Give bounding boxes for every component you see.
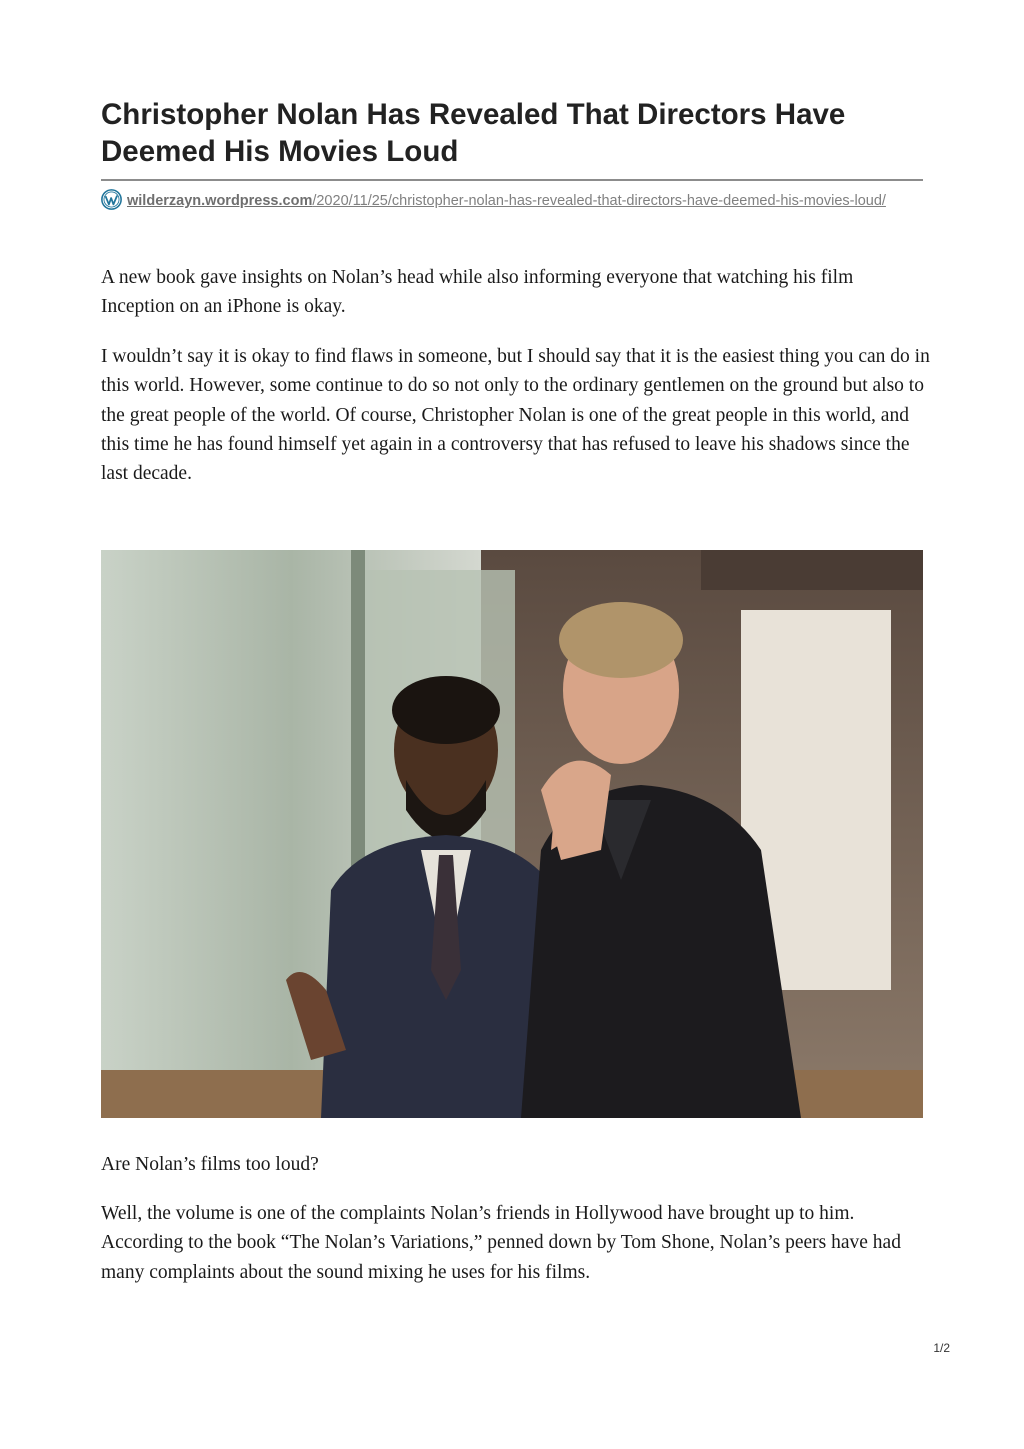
article-photo [101,550,923,1118]
paragraph-body: I wouldn’t say it is okay to find flaws in someone, but I should say that it is the easiest thing you can do in this world. However, some continue to do so not only to the ordinary gentlemen on the ground but also to the great people of the world. Of course, Christopher Nolan is one of the great people in this world, and this time he has found himself yet again in a controversy that has refused to leave his shadows since the last decade. [101,346,930,485]
paragraph-intro: A new book gave insights on Nolan’s head while also informing everyone that watching his film Inception on an iPhone is okay. [101,267,854,318]
source-path[interactable]: /2020/11/25/christopher-nolan-has-revealed-that-directors-have-deemed-his-movies-loud/ [312,193,886,209]
page-number: 1/2 [933,1341,950,1355]
wordpress-icon [101,189,122,210]
paragraph-sound: Well, the volume is one of the complaints Nolan’s friends in Hollywood have brought up to him. According to the book “The Nolan’s Variations,” penned down by Tom Shone, Nolan’s peers have had many complaints about the sound mixing he uses for his films. [101,1203,901,1283]
source-link[interactable] [101,189,923,211]
subheading: Are Nolan’s films too loud? [101,1154,319,1175]
page-title: Christopher Nolan Has Revealed That Directors Have Deemed His Movies Loud [101,98,846,168]
source-domain[interactable]: wilderzayn.wordpress.com [127,193,313,209]
title-divider [101,179,923,181]
